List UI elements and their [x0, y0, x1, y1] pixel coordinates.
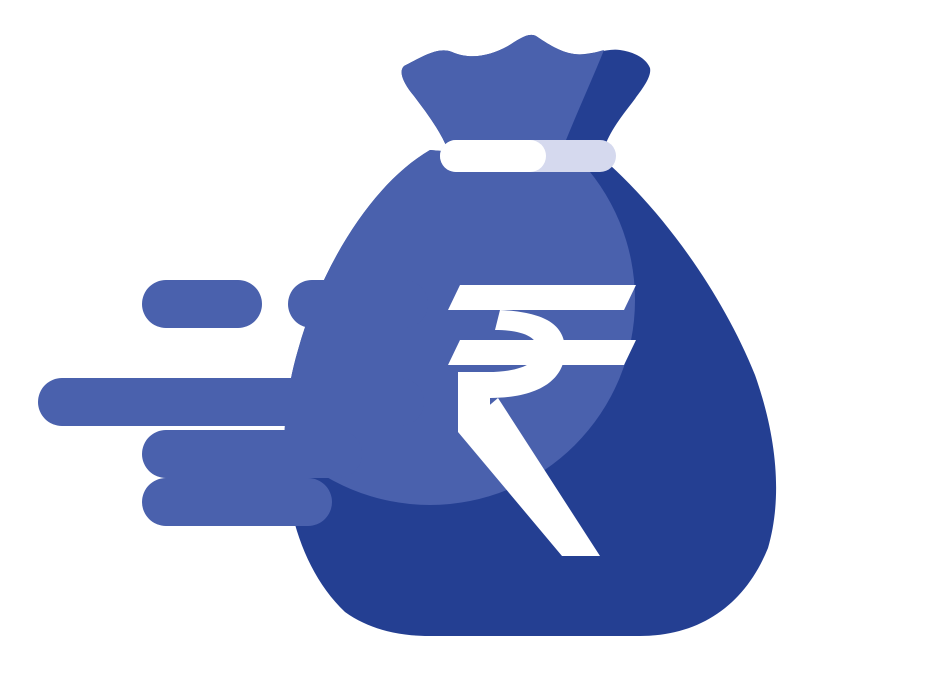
money-bag-icon — [225, 35, 776, 636]
speed-line-bottom — [142, 478, 332, 526]
bag-tie-band — [440, 140, 616, 172]
speed-line-top-short — [142, 280, 262, 328]
speed-line-top-long — [288, 280, 428, 328]
speed-line-lower — [142, 430, 362, 478]
speed-line-middle — [38, 378, 424, 426]
